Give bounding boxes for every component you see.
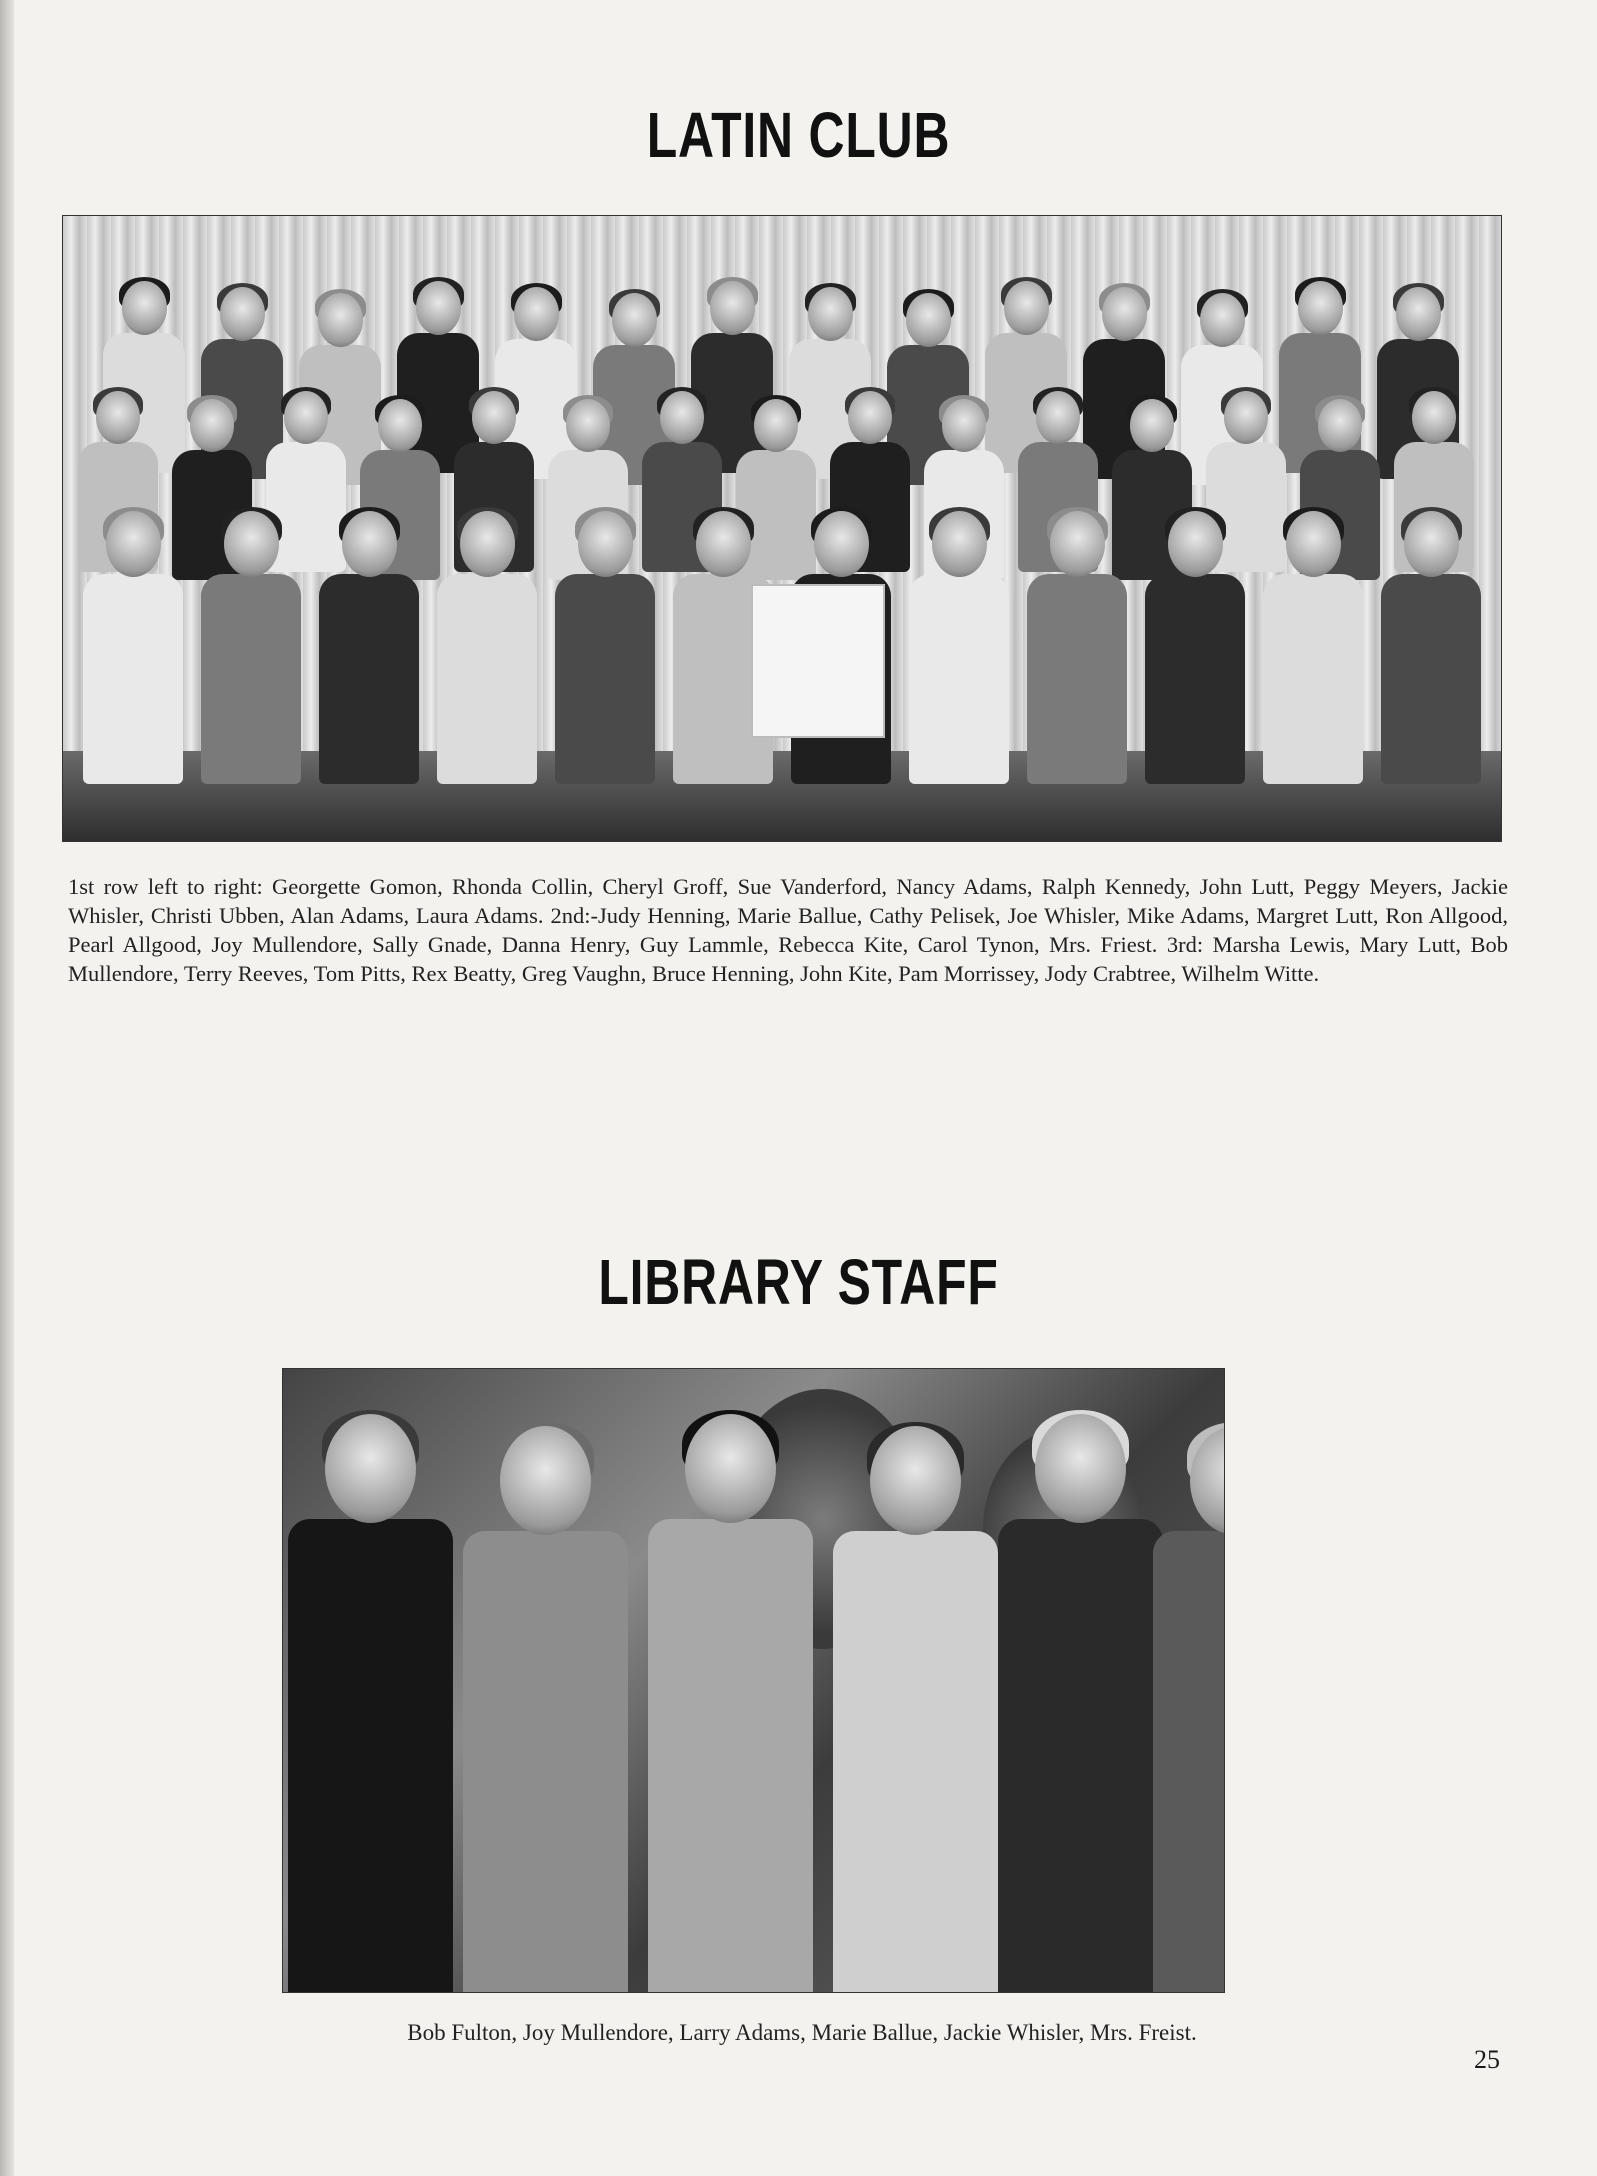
library-staff-photo (282, 1368, 1225, 1993)
library-staff-heading: LIBRARY STAFF (598, 1246, 999, 1318)
library-staff-caption: Bob Fulton, Joy Mullendore, Larry Adams, Marie Ballue, Jackie Whisler, Mrs. Freist. (407, 2020, 1197, 2045)
latin-club-heading: LATIN CLUB (646, 99, 951, 171)
held-sign (751, 584, 885, 738)
page-number: 25 (1474, 2045, 1500, 2074)
binding-edge (0, 0, 14, 2176)
latin-club-group-photo (62, 215, 1502, 842)
latin-club-caption: 1st row left to right: Georgette Gomon, Rhonda Collin, Cheryl Groff, Sue Vanderford, Nancy Adams, Ralph Kennedy, John Lutt, Peggy Meyers, Jackie Whisler, Christi Ubben, Alan Adams, Laura Adams. 2nd:-Judy Henning, Marie Ballue, Cathy Pelisek, Joe Whisler, Mike Adams, Margret Lutt, Ron Allgood, Pearl Allgood, Joy Mullendore, Sally Gnade, Danna Henry, Guy Lammle, Rebecca Kite, Carol Tynon, Mrs. Friest. 3rd: Marsha Lewis, Mary Lutt, Bob Mullendore, Terry Reeves, Tom Pitts, Rex Beatty, Greg Vaughn, Bruce Henning, John Kite, Pam Morrissey, Jody Crabtree, Wilhelm Witte. (68, 874, 1508, 986)
